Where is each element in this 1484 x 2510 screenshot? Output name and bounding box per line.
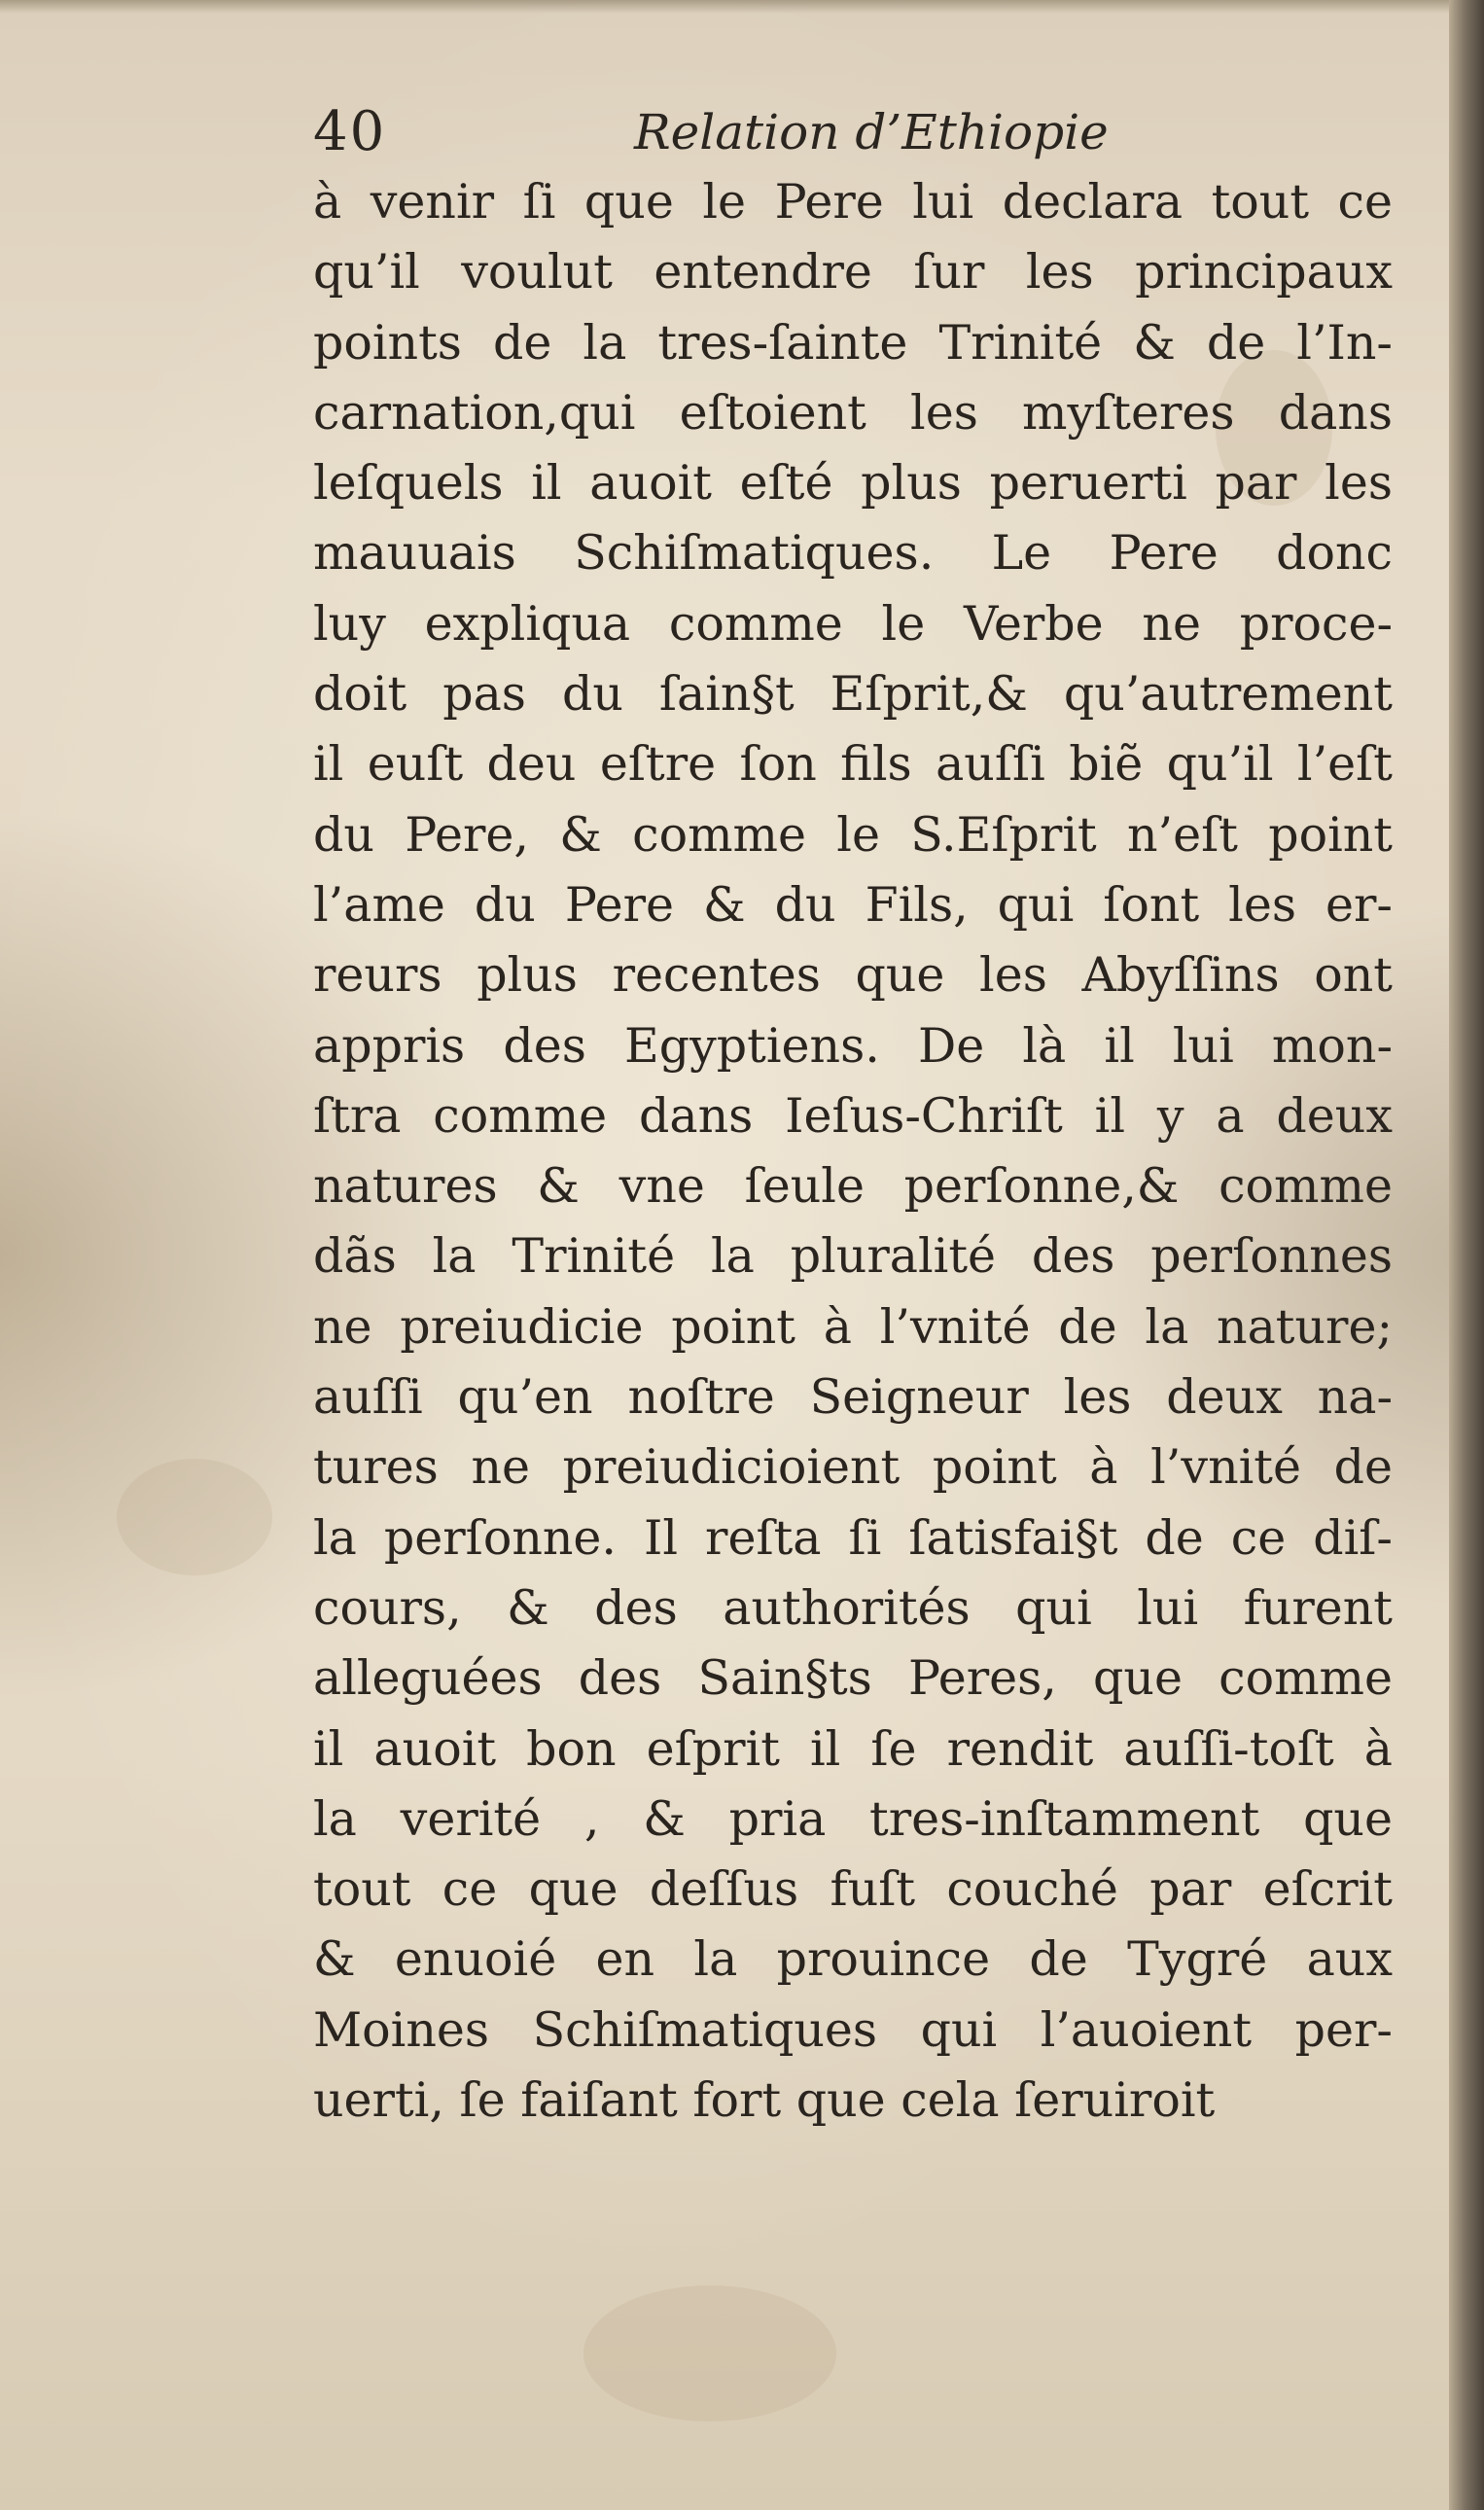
text-line: reurs plus recentes que les Abyſſins ont [313, 947, 1393, 1004]
text-line: appris des Egyptiens. De là il lui mon- [313, 1017, 1393, 1074]
text-line: tout ce que deſſus fuſt couché par eſcrit [313, 1861, 1393, 1918]
text-line: il euſt deu eſtre ſon fils auſſi biẽ qu’il l’eſt [313, 736, 1393, 793]
page-top-shadow [0, 0, 1484, 14]
paper-stain [117, 1459, 272, 1575]
text-line: mauuais Schiſmatiques. Le Pere donc [313, 525, 1393, 582]
running-head: Relation d’Ethiopie [634, 104, 1109, 160]
text-line: alleguées des Sain§ts Peres, que comme [313, 1650, 1393, 1707]
text-line: ne preiudicie point à l’vnité de la nature; [313, 1298, 1393, 1355]
text-line: à venir ſi que le Pere lui declara tout ce [313, 174, 1393, 230]
text-line: points de la tres-ſainte Trinité & de l’In- [313, 314, 1393, 371]
text-line: qu’il voulut entendre ſur les principaux [313, 244, 1393, 300]
text-line: natures & vne ſeule perſonne,& comme [313, 1158, 1393, 1215]
page-header [313, 93, 1188, 171]
text-line: luy expliqua comme le Verbe ne proce- [313, 595, 1393, 652]
text-line: dãs la Trinité la pluralité des perſonnes [313, 1228, 1393, 1285]
text-line: carnation,qui eſtoient les myſteres dans [313, 384, 1393, 441]
text-line: la perſonne. Il reſta ſi ſatisfai§t de ce diſ- [313, 1509, 1393, 1566]
page-number: 40 [313, 100, 387, 163]
body-text [313, 167, 1393, 2136]
text-line: tures ne preiudicioient point à l’vnité de [313, 1439, 1393, 1496]
paper-stain [583, 2285, 836, 2422]
text-line: Moines Schiſmatiques qui l’auoient per- [313, 2001, 1393, 2058]
text-line: doit pas du ſain§t Eſprit,& qu’autrement [313, 666, 1393, 723]
text-line: auſſi qu’en noſtre Seigneur les deux na- [313, 1369, 1393, 1426]
text-line: ſtra comme dans Ieſus-Chriſt il y a deux [313, 1087, 1393, 1144]
page-right-edge [1449, 0, 1484, 2510]
text-line: il auoit bon eſprit il ſe rendit auſſi-toſt à [313, 1720, 1393, 1777]
text-line: & enuoié en la prouince de Tygré aux [313, 1931, 1393, 1988]
text-line: uerti, ſe faiſant fort que cela ſeruiroit [313, 2072, 1216, 2129]
text-line: la verité , & pria tres-inſtamment que [313, 1790, 1393, 1847]
text-line: l’ame du Pere & du Fils, qui ſont les er- [313, 876, 1393, 933]
text-line: cours, & des authorités qui lui furent [313, 1579, 1393, 1636]
text-line: du Pere, & comme le S.Eſprit n’eſt point [313, 806, 1393, 863]
text-line: leſquels il auoit eſté plus peruerti par les [313, 455, 1393, 512]
